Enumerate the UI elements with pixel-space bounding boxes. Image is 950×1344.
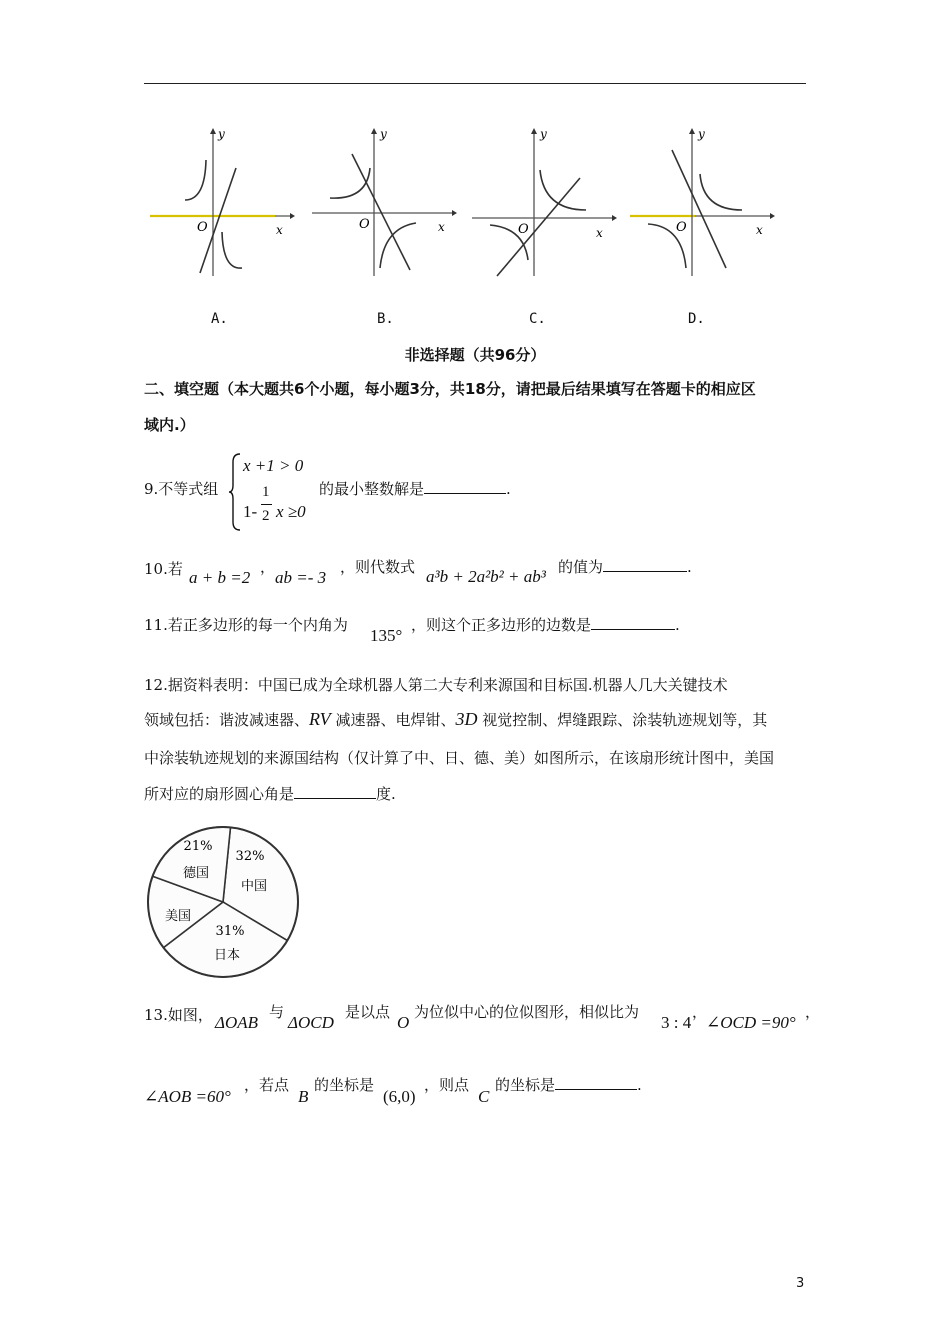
q13-answer-blank[interactable] xyxy=(555,1075,637,1090)
q13-angle2: ∠AOB =60° xyxy=(144,1087,231,1106)
q12-line3: 中涂装轨迹规划的来源国结构（仅计算了中、日、德、美）如图所示，在该扇形统计图中，美国 xyxy=(144,749,775,767)
pie-percent-germany: 21% xyxy=(183,839,213,854)
x-label: x xyxy=(596,226,603,240)
section-title: 非选择题（共96分） xyxy=(404,346,546,364)
q12-line1: 12.据资料表明：中国已成为全球机器人第二大专利来源国和目标国.机器人几大关键技术 xyxy=(144,676,728,694)
part2-heading-line2: 域内.） xyxy=(144,416,195,434)
q9-ineq2-right: x ≥0 xyxy=(276,502,306,521)
q11-angle: 135° xyxy=(370,626,403,645)
pie-percent-china: 32% xyxy=(235,849,265,864)
pie-label-china: 中国 xyxy=(240,879,268,894)
q13-mid2: 为位似中心的位似图形，相似比为 xyxy=(414,1003,640,1021)
q9-brace xyxy=(228,452,242,532)
y-label: y xyxy=(218,128,225,141)
q13-prefix: 13.如图， xyxy=(144,1006,213,1024)
q12-3d: 3D xyxy=(455,709,478,729)
q13-ratio: 3 : 4 xyxy=(661,1013,692,1032)
q10-prefix: 10.若 xyxy=(144,560,183,578)
q12-line4: 所对应的扇形圆心角是 度. xyxy=(144,785,396,803)
q11-answer-blank[interactable] xyxy=(591,615,675,630)
q13-point-o: O xyxy=(397,1013,410,1032)
q9-frac-bar xyxy=(261,504,272,505)
graph-option-b xyxy=(312,128,457,278)
q13-angle1: ∠OCD =90° xyxy=(706,1013,796,1032)
q9-frac-num: 1 xyxy=(262,484,270,500)
q13-tri2: ΔOCD xyxy=(288,1013,334,1032)
pie-label-usa: 美国 xyxy=(164,909,192,924)
option-label-b: B. xyxy=(377,311,394,327)
q9-answer-blank[interactable] xyxy=(424,479,506,494)
q10-mid: ，则代数式 xyxy=(340,558,416,576)
q13-mid5: ，则点 xyxy=(424,1076,470,1094)
q13-and: 与 xyxy=(269,1003,285,1021)
q12-line2: 领域包括：谐波减速器、RV 减速器、电焊钳、3D 视觉控制、焊缝跟踪、涂装轨迹规划等，其 xyxy=(144,709,768,729)
pie-label-germany: 德国 xyxy=(182,866,210,881)
origin-label: O xyxy=(359,217,370,232)
q13-mid3: ，若点 xyxy=(244,1076,290,1094)
pie-percent-japan: 31% xyxy=(215,924,245,939)
q13-end1: ， xyxy=(805,1003,821,1021)
graph-option-c xyxy=(472,128,617,278)
q13-tri1: ΔOAB xyxy=(215,1013,259,1032)
q10-answer-blank[interactable] xyxy=(603,557,687,572)
header-rule xyxy=(144,83,806,84)
x-label: x xyxy=(276,223,283,237)
q13-mid1: 是以点 xyxy=(345,1003,391,1021)
graph-option-d xyxy=(630,128,775,278)
y-label: y xyxy=(380,128,387,141)
q13-suffix: 的坐标是 . xyxy=(495,1076,642,1094)
option-label-c: C. xyxy=(529,311,546,327)
pie-label-japan: 日本 xyxy=(213,948,241,963)
graph-option-a xyxy=(150,128,295,278)
q9-ineq1: x +1 > 0 xyxy=(243,456,304,475)
part2-heading-line1: 二、填空题（本大题共6个小题，每小题3分，共18分，请把最后结果填写在答题卡的相应区 xyxy=(144,380,756,398)
x-label: x xyxy=(756,223,763,237)
q11-suffix: ，则这个正多边形的边数是 . xyxy=(411,616,680,634)
q10-suffix: 的值为 . xyxy=(558,558,692,576)
q13-sep: ， xyxy=(692,1003,708,1021)
q9-ineq2-left: 1- xyxy=(243,502,258,521)
q9-prefix: 9.不等式组 xyxy=(144,480,219,498)
origin-label: O xyxy=(518,222,529,237)
q10-cond2: ab =- 3 xyxy=(275,568,327,587)
q10-sep: ， xyxy=(260,558,276,576)
q11-prefix: 11.若正多边形的每一个内角为 xyxy=(144,616,348,634)
q13-point-c: C xyxy=(478,1087,490,1106)
q13-mid4: 的坐标是 xyxy=(314,1076,375,1094)
x-label: x xyxy=(438,220,445,234)
q9-suffix: 的最小整数解是 . xyxy=(319,480,511,498)
q9-frac-den: 2 xyxy=(262,508,270,524)
q10-expr: a³b + 2a²b² + ab³ xyxy=(426,567,546,586)
page-number: 3 xyxy=(796,1276,805,1291)
origin-label: O xyxy=(197,220,208,235)
y-label: y xyxy=(540,128,547,141)
q10-cond1: a + b =2 xyxy=(189,568,251,587)
origin-label: O xyxy=(676,220,687,235)
q12-answer-blank[interactable] xyxy=(294,784,376,799)
q12-rv: RV xyxy=(309,709,331,729)
option-label-d: D. xyxy=(688,311,705,327)
q13-coord-b: (6,0) xyxy=(383,1087,416,1106)
pie-chart xyxy=(144,822,304,982)
option-label-a: A. xyxy=(211,311,228,327)
q13-point-b: B xyxy=(298,1087,309,1106)
y-label: y xyxy=(698,128,705,141)
